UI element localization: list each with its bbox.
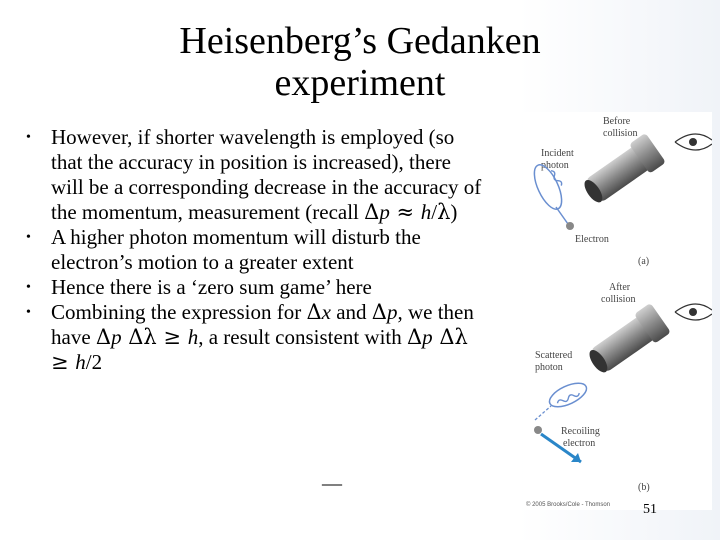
title-line-1: Heisenberg’s Gedanken [179,20,541,62]
panel-a-label: (a) [638,256,650,267]
page-number: 51 [643,502,657,517]
scattered-label-2: photon [535,362,563,373]
electron-dot-icon [566,222,574,230]
bullet-item: • However, if shorter wavelength is employed (so that the accuracy in position is increased), there will be a corresponding decrease in the accuracy of the momentum, measurement (recall Δp ≈ h/λ) [26,125,482,224]
title-line-2: experiment [274,62,446,104]
bullet-dot-icon: • [26,280,31,295]
microscope-icon [583,303,671,380]
copyright-text: © 2005 Brooks/Cole - Thomson [526,502,611,508]
bullet-dot-icon: • [26,230,31,245]
before-label-1: Before [603,116,631,127]
electron-label: Electron [575,234,609,245]
recoiling-label-1: Recoiling [561,426,600,437]
bullet-item: • Combining the expression for Δx and Δp, we then have Δp Δλ ≥ h, a result consistent with Δp Δλ ≥ h/2 [26,300,474,374]
bullet-dot-icon: • [26,130,31,145]
slide-title [60,20,660,104]
microscope-icon [578,133,666,210]
bullet-item: • Hence there is a ‘zero sum game’ here [26,275,372,299]
bullet-dot-icon: • [26,305,31,320]
bullet-item: • A higher photon momentum will disturb the electron’s motion to a greater extent [26,225,421,274]
eye-icon [675,134,712,150]
panel-b-label: (b) [638,482,650,493]
scattered-label-1: Scattered [535,350,573,361]
recoiling-electron-dot-icon [534,426,542,434]
figure-svg [523,112,712,510]
placeholder-dash: __ [322,466,342,488]
after-label-2: collision [601,294,636,305]
recoiling-label-2: electron [563,438,596,449]
gedanken-figure [523,112,712,510]
eye-icon [675,304,712,320]
before-label-2: collision [603,128,638,139]
incident-label-1: Incident [541,148,574,159]
scattered-photon-icon [535,378,590,420]
bullet-list [18,125,488,375]
after-label-1: After [609,282,631,293]
incident-label-2: photon [541,160,569,171]
